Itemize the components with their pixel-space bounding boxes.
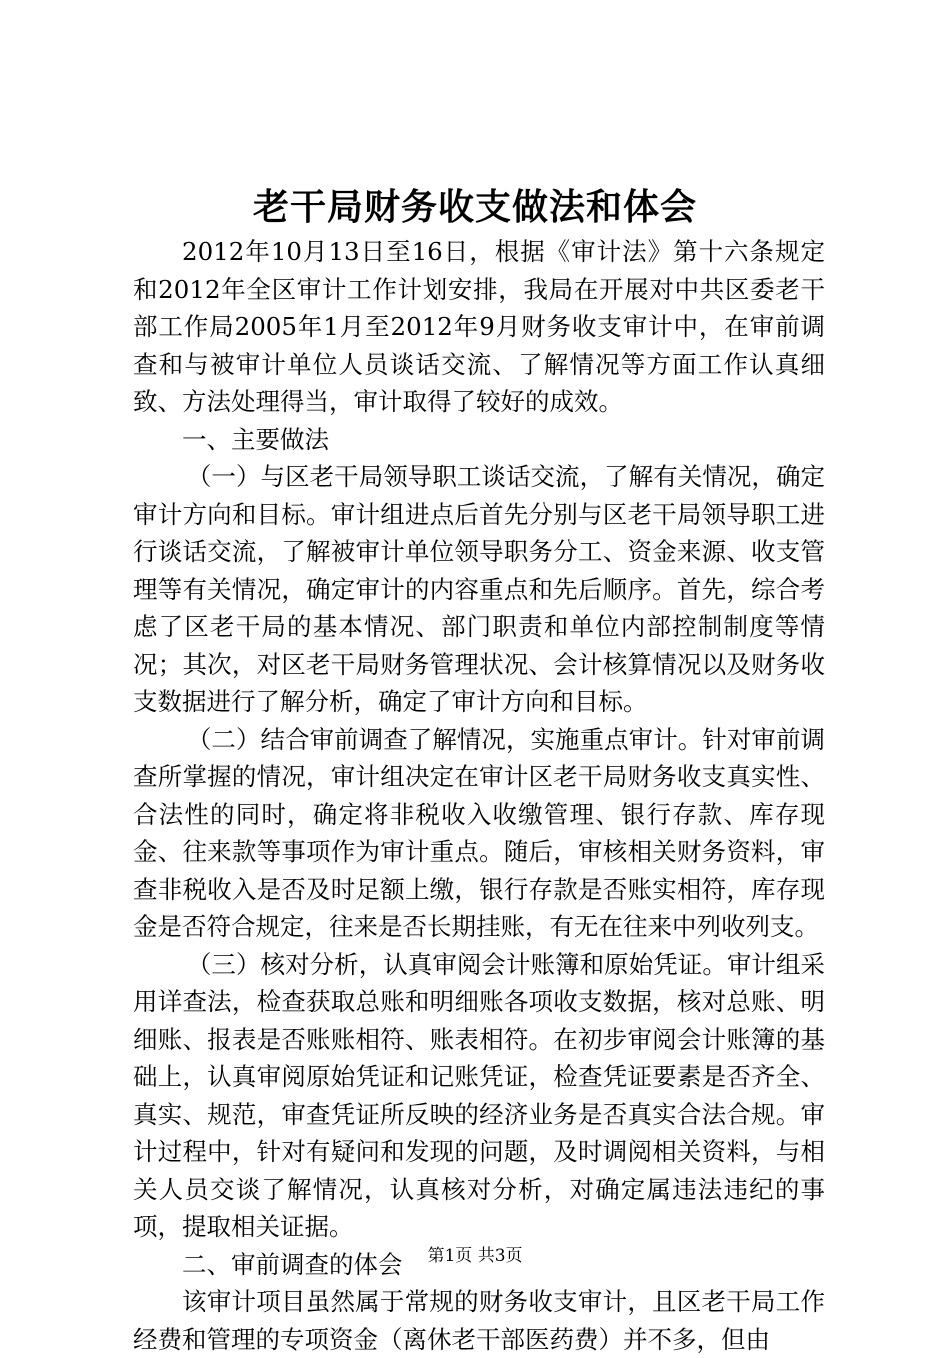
paragraph-section-2-body: 该审计项目虽然属于常规的财务收支审计，且区老干局工作经费和管理的专项资金（离休老干部医药费）并不多，但由 <box>133 1287 825 1354</box>
document-body <box>133 233 825 1358</box>
section-heading-1: 一、主要做法 <box>182 424 329 454</box>
page-title: 老干局财务收支做法和体会 <box>252 186 697 228</box>
paragraph-subsection-2: （二）结合审前调查了解情况，实施重点审计。针对审前调查所掌握的情况，审计组决定在审计区老干局财务收支真实性、合法性的同时，确定将非税收入收缴管理、银行存款、库存现金、往来款等事项作为审计重点。随后，审核相关财务资料，审查非税收入是否及时足额上缴，银行存款是否账实相符，库存现金是否符合规定，往来是否长期挂账，有无在往来中列收列支。 <box>133 724 825 941</box>
section-heading-2: 二、审前调查的体会 <box>182 1249 403 1279</box>
page-footer: 第1页 共3页 <box>427 1246 523 1266</box>
paragraph-intro: 2012年10月13日至16日，根据《审计法》第十六条规定和2012年全区审计工作计划安排，我局在开展对中共区委老干部工作局2005年1月至2012年9月财务收支审计中，在审前调查和与被审计单位人员谈话交流、了解情况等方面工作认真细致、方法处理得当，审计取得了较好的成效。 <box>133 237 825 416</box>
paragraph-subsection-3: （三）核对分析，认真审阅会计账簿和原始凭证。审计组采用详查法，检查获取总账和明细账各项收支数据，核对总账、明细账、报表是否账账相符、账表相符。在初步审阅会计账簿的基础上，认真审阅原始凭证和记账凭证，检查凭证要素是否齐全、真实、规范，审查凭证所反映的经济业务是否真实合法合规。审计过程中，针对有疑问和发现的问题，及时调阅相关资料，与相关人员交谈了解情况，认真核对分析，对确定属违法违纪的事项，提取相关证据。 <box>133 949 825 1241</box>
paragraph-subsection-1: （一）与区老干局领导职工谈话交流，了解有关情况，确定审计方向和目标。审计组进点后首先分别与区老干局领导职工进行谈话交流，了解被审计单位领导职务分工、资金来源、收支管理等有关情况，确定审计的内容重点和先后顺序。首先，综合考虑了区老干局的基本情况、部门职责和单位内部控制制度等情况；其次，对区老干局财务管理状况、会计核算情况以及财务收支数据进行了解分析，确定了审计方向和目标。 <box>133 462 825 716</box>
